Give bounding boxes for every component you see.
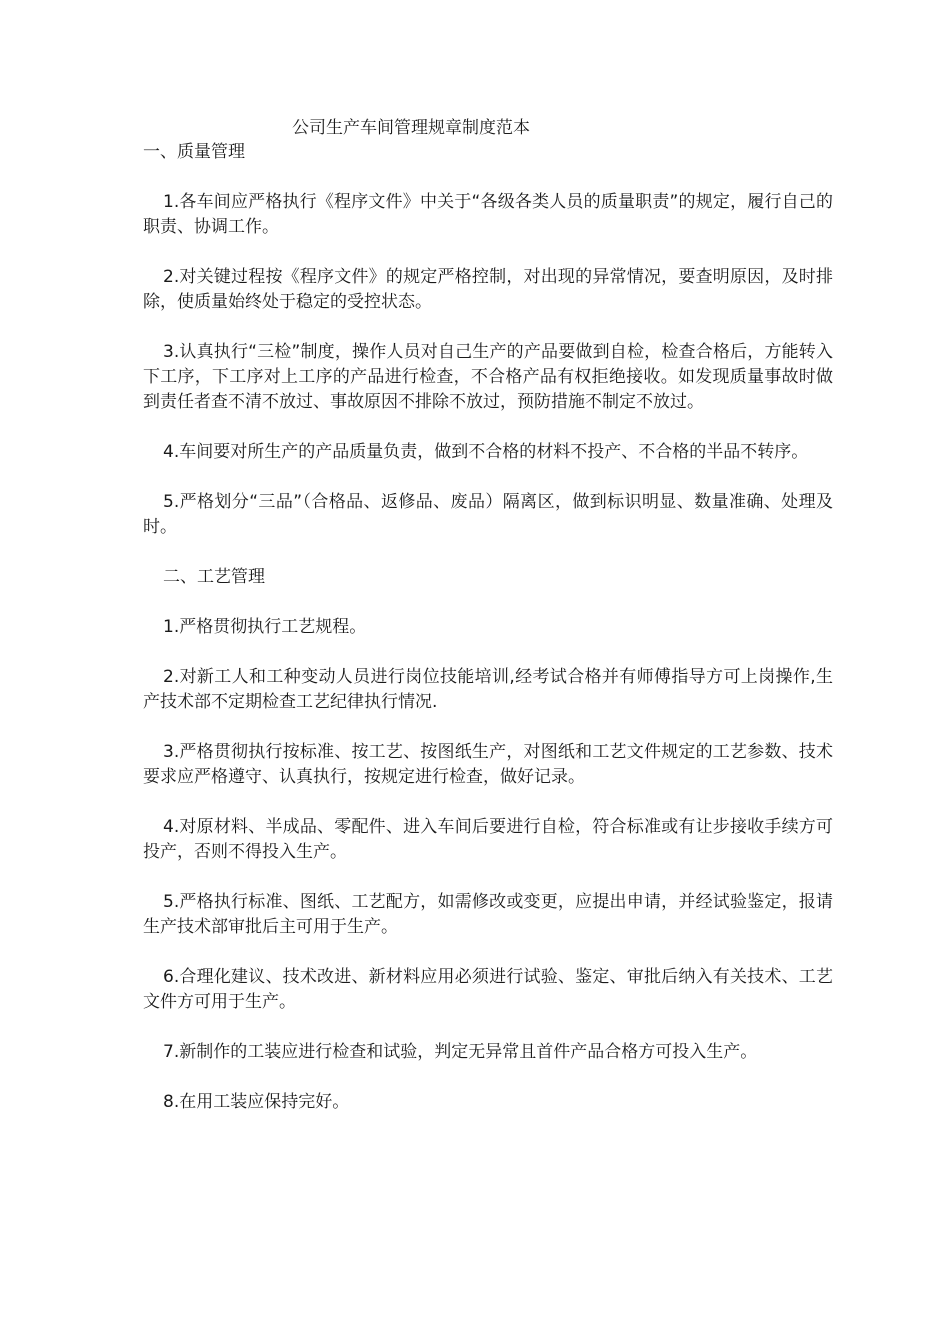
paragraph: 2.对新工人和工种变动人员进行岗位技能培训,经考试合格并有师傅指导方可上岗操作,生产技术部不定期检查工艺纪律执行情况.	[143, 667, 833, 712]
paragraph: 3.认真执行“三检”制度，操作人员对自己生产的产品要做到自检，检查合格后，方能转入下工序，下工序对上工序的产品进行检查，不合格产品有权拒绝接收。如发现质量事故时做到责任者查不清不放过、事故原因不排除不放过，预防措施不制定不放过。	[143, 342, 833, 412]
paragraph: 5.严格执行标准、图纸、工艺配方，如需修改或变更，应提出申请，并经试验鉴定，报请生产技术部审批后主可用于生产。	[143, 892, 833, 937]
section-heading-process: 二、工艺管理	[163, 567, 265, 587]
section-heading-quality: 一、质量管理	[143, 142, 245, 162]
document-title: 公司生产车间管理规章制度范本	[292, 118, 530, 138]
paragraph: 3.严格贯彻执行按标准、按工艺、按图纸生产，对图纸和工艺文件规定的工艺参数、技术要求应严格遵守、认真执行，按规定进行检查，做好记录。	[143, 742, 833, 787]
paragraph: 4.对原材料、半成品、零配件、进入车间后要进行自检，符合标准或有让步接收手续方可投产，否则不得投入生产。	[143, 817, 833, 862]
paragraph: 2.对关键过程按《程序文件》的规定严格控制，对出现的异常情况，要查明原因，及时排除，使质量始终处于稳定的受控状态。	[143, 267, 833, 312]
paragraph: 5.严格划分“三品”（合格品、返修品、废品）隔离区，做到标识明显、数量准确、处理及时。	[143, 492, 833, 537]
paragraph: 1.各车间应严格执行《程序文件》中关于“各级各类人员的质量职责”的规定，履行自己的职责、协调工作。	[143, 192, 833, 237]
document-body	[143, 140, 833, 1140]
paragraph: 8.在用工装应保持完好。	[163, 1092, 350, 1112]
paragraph: 6.合理化建议、技术改进、新材料应用必须进行试验、鉴定、审批后纳入有关技术、工艺文件方可用于生产。	[143, 967, 833, 1012]
paragraph: 7.新制作的工装应进行检查和试验，判定无异常且首件产品合格方可投入生产。	[163, 1042, 758, 1062]
paragraph: 1.严格贯彻执行工艺规程。	[163, 617, 367, 637]
paragraph: 4.车间要对所生产的产品质量负责，做到不合格的材料不投产、不合格的半品不转序。	[163, 442, 809, 462]
